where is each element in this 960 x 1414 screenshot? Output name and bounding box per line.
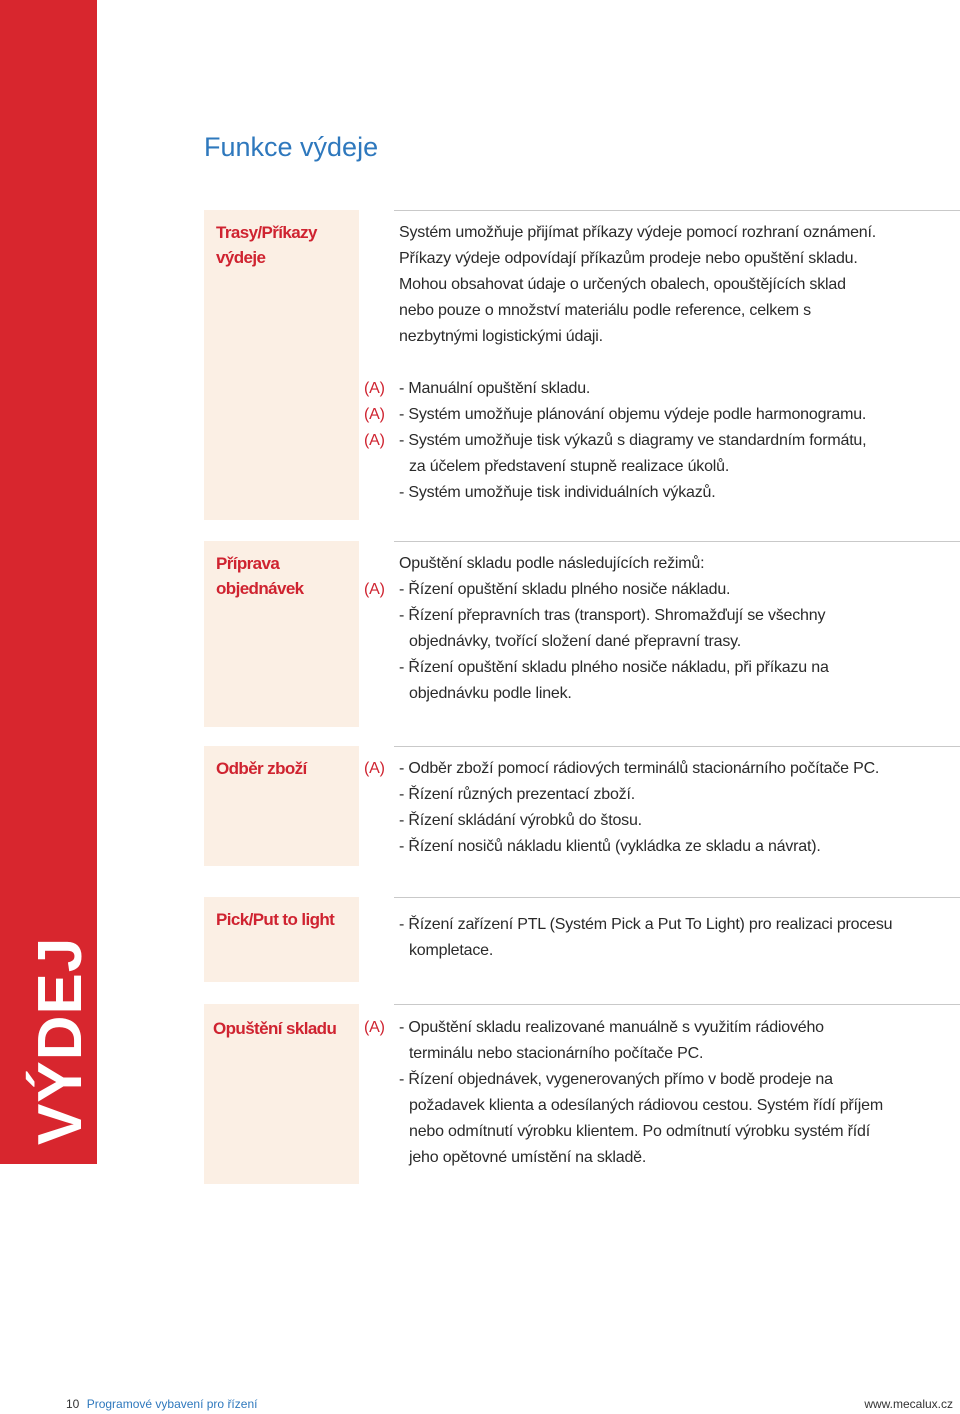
section-divider [394,210,960,211]
text-line: za účelem představení stupně realizace úkolů. [409,458,730,475]
automation-marker: (A) [364,380,385,397]
text-line: - Řízení skládání výrobků do štosu. [399,812,642,829]
text-line: - Řízení nosičů nákladu klientů (vykládka ze skladu a návrat). [399,838,821,855]
automation-marker: (A) [364,432,385,449]
section-lines [364,912,960,964]
section-divider [394,1004,960,1005]
section-trasy [204,210,960,520]
section-odber [204,746,960,866]
text-line: nebo pouze o množství materiálu podle reference, celkem s [399,302,811,319]
text-line: Příkazy výdeje odpovídají příkazům prodeje nebo opuštění skladu. [399,250,858,267]
text-line: kompletace. [409,942,494,959]
section-label: Pick/Put to light [216,910,335,929]
section-priprava [204,541,960,727]
text-line: - Řízení různých prezentací zboží. [399,786,635,803]
automation-marker: (A) [364,406,385,423]
text-line: Opuštění skladu podle následujících režimů: [399,555,705,572]
text-line: (A) - Systém umožňuje tisk výkazů s diagramy ve standardním formátu, [364,428,960,454]
section-label: Odběr zboží [216,759,307,778]
section-label-box [204,897,359,982]
section-label-box [204,541,359,727]
section-lines [364,756,960,860]
text-line: - Řízení zařízení PTL (Systém Pick a Put To Light) pro realizaci procesu [399,916,893,933]
text-line: objednávku podle linek. [409,685,572,702]
text-line: jeho opětovné umístění na skladě. [409,1149,647,1166]
text-line: (A) - Opuštění skladu realizované manuálně s využitím rádiového [364,1015,960,1041]
section-label-box [204,1004,359,1184]
footer-title: Programové vybavení pro řízení [86,1397,258,1411]
section-label: Příprava objednávek [216,554,304,598]
section-label-box [204,210,359,520]
text-line: Mohou obsahovat údaje o určených obalech, opouštějících sklad [399,276,846,293]
footer [66,1397,257,1411]
section-opusteni [204,1004,960,1184]
side-tab-title: VÝDEJ [26,936,95,1145]
section-pick-put [204,897,960,982]
text-line: - Řízení opuštění skladu plného nosiče nákladu, při příkazu na [399,659,829,676]
page-title: Funkce výdeje [204,132,379,162]
page-number: 10 [66,1397,80,1411]
text-line: - Řízení přepravních tras (transport). Shromažďují se všechny [399,607,826,624]
text-line: (A) - Systém umožňuje plánování objemu výdeje podle harmonogramu. [364,402,960,428]
section-divider [394,897,960,898]
automation-marker: (A) [364,1019,385,1036]
text-line: objednávky, tvořící složení dané přepravní trasy. [409,633,742,650]
section-lines [364,220,960,506]
text-line: terminálu nebo stacionárního počítače PC. [409,1045,704,1062]
side-tab [0,0,97,1164]
automation-marker: (A) [364,760,385,777]
section-lines [364,1015,960,1171]
section-divider [394,746,960,747]
text-line: - Systém umožňuje tisk individuálních výkazů. [399,484,716,501]
text-line: nezbytnými logistickými údaji. [399,328,603,345]
text-line: (A) - Řízení opuštění skladu plného nosiče nákladu. [364,577,960,603]
text-line: (A) - Odběr zboží pomocí rádiových terminálů stacionárního počítače PC. [364,756,960,782]
section-label: Opuštění skladu [213,1019,337,1038]
automation-marker: (A) [364,581,385,598]
section-lines [364,551,960,707]
text-line: Systém umožňuje přijímat příkazy výdeje pomocí rozhraní oznámení. [399,224,876,241]
text-line: - Řízení objednávek, vygenerovaných přímo v bodě prodeje na [399,1071,833,1088]
text-line: požadavek klienta a odesílaných rádiovou cestou. Systém řídí příjem [409,1097,883,1114]
section-divider [394,541,960,542]
footer-url: www.mecalux.cz [864,1397,953,1411]
text-line: (A) - Manuální opuštění skladu. [364,376,960,402]
text-line: nebo odmítnutí výrobku klientem. Po odmítnutí výrobku systém řídí [409,1123,870,1140]
section-label: Trasy/Příkazy výdeje [216,223,317,267]
section-label-box [204,746,359,866]
